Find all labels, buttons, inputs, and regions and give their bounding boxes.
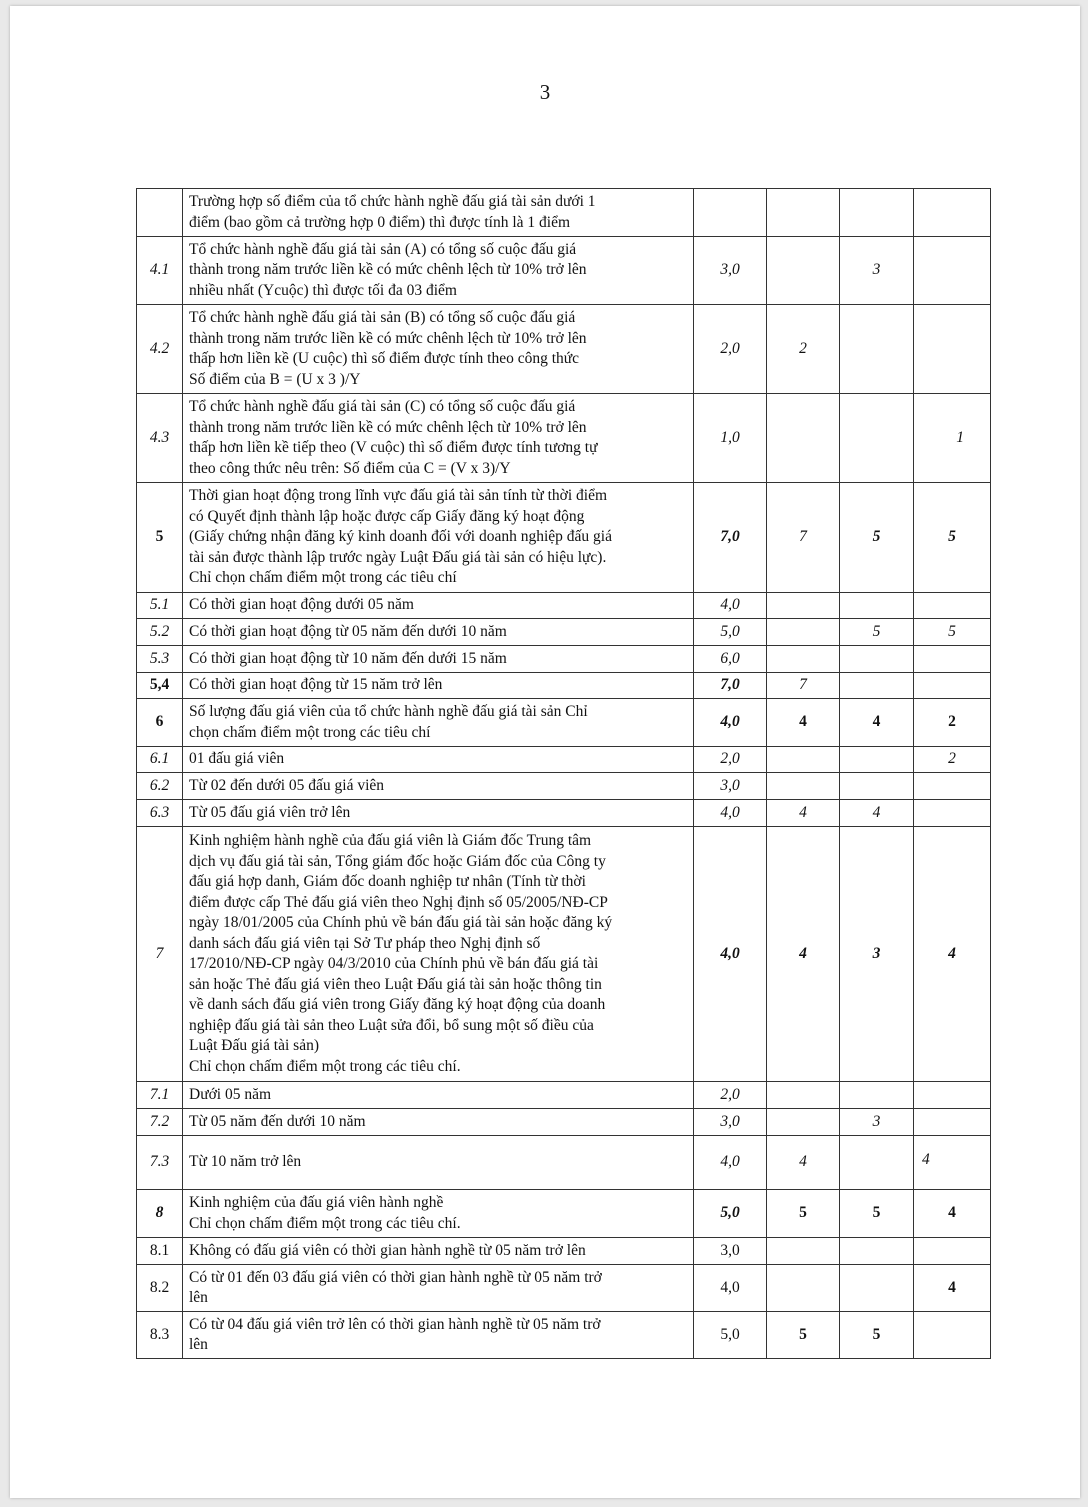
- score-1: [767, 1109, 840, 1136]
- score-3: [914, 673, 991, 699]
- max-score: 2,0: [694, 1082, 767, 1109]
- max-score: 4,0: [694, 1136, 767, 1190]
- table-row: [137, 619, 991, 646]
- criterion-description: [183, 483, 694, 593]
- criterion-description: [183, 394, 694, 483]
- max-score: 7,0: [694, 483, 767, 593]
- row-number: [137, 189, 183, 237]
- max-score: 5,0: [694, 1312, 767, 1359]
- criterion-line: Luật Đấu giá tài sản): [189, 1037, 319, 1054]
- criterion-description: [183, 1082, 694, 1109]
- score-3: 2: [914, 699, 991, 747]
- criterion-line: lên: [189, 1289, 208, 1306]
- max-score: 5,0: [694, 619, 767, 646]
- score-1: [767, 189, 840, 237]
- criterion-line: Dưới 05 năm: [189, 1085, 272, 1103]
- score-2: [840, 1238, 914, 1265]
- max-score: [694, 189, 767, 237]
- criterion-line: Thời gian hoạt động trong lĩnh vực đấu giá tài sản tính từ thời điểm: [189, 487, 608, 505]
- score-3: [914, 773, 991, 800]
- criterion-line: nhiều nhất (Ycuộc) thì được tối đa 03 điểm: [189, 281, 457, 299]
- score-2: [840, 394, 914, 483]
- criterion-line: thành trong năm trước liền kề có mức chênh lệch từ 10% trở lên: [189, 418, 587, 436]
- max-score: 4,0: [694, 699, 767, 747]
- row-number: 5.3: [137, 646, 183, 673]
- score-3: 2: [914, 747, 991, 773]
- score-3: [914, 593, 991, 619]
- max-score: 4,0: [694, 800, 767, 827]
- row-number: 5.1: [137, 593, 183, 619]
- criterion-line: danh sách đấu giá viên tại Sở Tư pháp theo Nghị định số: [189, 934, 541, 952]
- criterion-line: sản hoặc Thẻ đấu giá viên theo Luật Đấu giá tài sản hoặc thông tin: [189, 975, 602, 993]
- table-row: [137, 1190, 991, 1238]
- score-1: [767, 394, 840, 483]
- criterion-line: Có thời gian hoạt động từ 10 năm đến dưới 15 năm: [189, 649, 507, 667]
- score-3: 4: [914, 1265, 991, 1312]
- table-row: [137, 1265, 991, 1312]
- table-row: [137, 483, 991, 593]
- score-2: 5: [840, 483, 914, 593]
- criterion-line: 01 đấu giá viên: [189, 750, 285, 768]
- score-1: 5: [767, 1190, 840, 1238]
- max-score: 2,0: [694, 747, 767, 773]
- score-2: 5: [840, 619, 914, 646]
- criterion-line: Có thời gian hoạt động từ 05 năm đến dưới 10 năm: [189, 622, 507, 640]
- score-2: [840, 593, 914, 619]
- score-2: [840, 1265, 914, 1312]
- row-number: 8.2: [137, 1265, 183, 1312]
- scoring-table: [136, 188, 991, 1359]
- criterion-line: dịch vụ đấu giá tài sản, Tổng giám đốc hoặc Giám đốc của Công ty: [189, 852, 606, 870]
- score-3: 4: [914, 827, 991, 1082]
- score-3: [914, 1109, 991, 1136]
- criterion-line: thành trong năm trước liền kề có mức chênh lệch từ 10% trở lên: [189, 261, 587, 279]
- max-score: 3,0: [694, 1109, 767, 1136]
- criterion-description: [183, 1265, 694, 1312]
- criterion-description: [183, 699, 694, 747]
- criterion-line: Chỉ chọn chấm điểm một trong các tiêu chí.: [189, 1214, 461, 1232]
- row-number: 8.3: [137, 1312, 183, 1359]
- max-score: 1,0: [694, 394, 767, 483]
- criterion-description: [183, 1312, 694, 1359]
- criterion-line: Từ 10 năm trở lên: [189, 1153, 302, 1171]
- score-3: [914, 1312, 991, 1359]
- criterion-description: [183, 773, 694, 800]
- row-number: 6.3: [137, 800, 183, 827]
- score-1: [767, 619, 840, 646]
- score-1: [767, 773, 840, 800]
- score-3: [914, 189, 991, 237]
- score-2: 3: [840, 827, 914, 1082]
- max-score: 6,0: [694, 646, 767, 673]
- criterion-line: Từ 02 đến dưới 05 đấu giá viên: [189, 776, 385, 794]
- table-row: [137, 593, 991, 619]
- row-number: 4.1: [137, 237, 183, 305]
- max-score: 4,0: [694, 827, 767, 1082]
- score-2: [840, 747, 914, 773]
- table-row: [137, 1136, 991, 1190]
- max-score: 3,0: [694, 1238, 767, 1265]
- max-score: 7,0: [694, 673, 767, 699]
- criterion-line: Tổ chức hành nghề đấu giá tài sản (B) có tổng số cuộc đấu giá: [189, 309, 576, 326]
- max-score: 3,0: [694, 237, 767, 305]
- table-row: [137, 673, 991, 699]
- score-2: 5: [840, 1190, 914, 1238]
- row-number: 8.1: [137, 1238, 183, 1265]
- table-row: [137, 1109, 991, 1136]
- page-number: 3: [539, 80, 551, 104]
- score-1: 7: [767, 483, 840, 593]
- score-3: 1: [914, 394, 991, 483]
- criterion-line: chọn chấm điểm một trong các tiêu chí: [189, 723, 431, 741]
- score-3: [914, 800, 991, 827]
- max-score: 5,0: [694, 1190, 767, 1238]
- max-score: 4,0: [694, 593, 767, 619]
- score-2: [840, 773, 914, 800]
- score-1: 4: [767, 800, 840, 827]
- score-3: [914, 1082, 991, 1109]
- criterion-description: [183, 747, 694, 773]
- table-row: [137, 1238, 991, 1265]
- row-number: 5: [137, 483, 183, 593]
- table-row: [137, 800, 991, 827]
- criterion-line: Có thời gian hoạt động dưới 05 năm: [189, 596, 414, 614]
- score-1: [767, 646, 840, 673]
- score-1: 4: [767, 827, 840, 1082]
- score-1: [767, 1082, 840, 1109]
- score-1: [767, 1238, 840, 1265]
- table-row: [137, 1312, 991, 1359]
- criterion-description: [183, 1238, 694, 1265]
- score-1: [767, 747, 840, 773]
- score-1: [767, 1265, 840, 1312]
- score-1: 4: [767, 699, 840, 747]
- criterion-line: 17/2010/NĐ-CP ngày 04/3/2010 của Chính phủ về bán đấu giá tài: [189, 955, 599, 972]
- criterion-description: [183, 305, 694, 394]
- criterion-line: Từ 05 năm đến dưới 10 năm: [189, 1112, 366, 1130]
- score-2: [840, 305, 914, 394]
- criterion-description: [183, 673, 694, 699]
- score-3: [914, 305, 991, 394]
- row-number: 7.2: [137, 1109, 183, 1136]
- score-2: [840, 189, 914, 237]
- score-2: 4: [840, 699, 914, 747]
- score-1: 4: [767, 1136, 840, 1190]
- score-3: [914, 237, 991, 305]
- max-score: 2,0: [694, 305, 767, 394]
- table-row: [137, 699, 991, 747]
- row-number: 7.3: [137, 1136, 183, 1190]
- row-number: 7: [137, 827, 183, 1082]
- row-number: 6: [137, 699, 183, 747]
- table-row: [137, 305, 991, 394]
- criterion-line: Kinh nghiệm hành nghề của đấu giá viên là Giám đốc Trung tâm: [189, 832, 592, 849]
- criterion-description: [183, 1190, 694, 1238]
- table-row: [137, 189, 991, 237]
- row-number: 4.2: [137, 305, 183, 394]
- criterion-line: Có từ 04 đấu giá viên trở lên có thời gian hành nghề từ 05 năm trở: [189, 1315, 601, 1333]
- criterion-line: về danh sách đấu giá viên trong Giấy đăng ký hoạt động của doanh: [189, 996, 606, 1013]
- score-2: 4: [840, 800, 914, 827]
- criterion-line: thấp hơn liền kề (U cuộc) thì số điểm được tính theo công thức: [189, 350, 580, 367]
- table-row: [137, 827, 991, 1082]
- criterion-line: lên: [189, 1336, 208, 1353]
- score-2: [840, 1082, 914, 1109]
- table-row: [137, 747, 991, 773]
- score-2: 3: [840, 237, 914, 305]
- score-1: 7: [767, 673, 840, 699]
- criterion-line: Tổ chức hành nghề đấu giá tài sản (C) có tổng số cuộc đấu giá: [189, 398, 576, 415]
- table-row: [137, 394, 991, 483]
- criterion-line: Chỉ chọn chấm điểm một trong các tiêu chí: [189, 569, 457, 587]
- criterion-line: Từ 05 đấu giá viên trở lên: [189, 803, 351, 821]
- criterion-line: theo công thức nêu trên: Số điểm của C = (V x 3)/Y: [189, 459, 511, 477]
- score-1: [767, 237, 840, 305]
- criterion-description: [183, 189, 694, 237]
- criterion-line: Trường hợp số điểm của tổ chức hành nghề đấu giá tài sản dưới 1: [189, 193, 596, 210]
- row-number: 6.2: [137, 773, 183, 800]
- row-number: 5.2: [137, 619, 183, 646]
- criterion-line: điểm được cấp Thẻ đấu giá viên theo Nghị định số 05/2005/NĐ-CP: [189, 893, 608, 911]
- max-score: 3,0: [694, 773, 767, 800]
- row-number: 4.3: [137, 394, 183, 483]
- score-3: 4: [914, 1190, 991, 1238]
- row-number: 6.1: [137, 747, 183, 773]
- criterion-description: [183, 593, 694, 619]
- criterion-line: thành trong năm trước liền kề có mức chênh lệch từ 10% trở lên: [189, 329, 587, 347]
- criterion-line: (Giấy chứng nhận đăng ký kinh doanh đối với doanh nghiệp đấu giá: [189, 528, 612, 546]
- table-row: [137, 646, 991, 673]
- criterion-line: Có thời gian hoạt động từ 15 năm trở lên: [189, 676, 443, 694]
- score-1: [767, 593, 840, 619]
- table-row: [137, 237, 991, 305]
- criterion-line: Không có đấu giá viên có thời gian hành nghề từ 05 năm trở lên: [189, 1241, 586, 1259]
- row-number: 8: [137, 1190, 183, 1238]
- criterion-line: Số điểm của B = (U x 3 )/Y: [189, 370, 361, 388]
- table-row: [137, 773, 991, 800]
- row-number: 7.1: [137, 1082, 183, 1109]
- criterion-line: ngày 18/01/2005 của Chính phủ về bán đấu giá tài sản hoặc đăng ký: [189, 914, 613, 931]
- criterion-description: [183, 619, 694, 646]
- table-row: [137, 1082, 991, 1109]
- criterion-line: Chỉ chọn chấm điểm một trong các tiêu chí.: [189, 1057, 461, 1075]
- criterion-line: Có từ 01 đến 03 đấu giá viên có thời gian hành nghề từ 05 năm trở: [189, 1268, 602, 1286]
- score-2: 5: [840, 1312, 914, 1359]
- criterion-description: [183, 1136, 694, 1190]
- criterion-line: đấu giá hợp danh, Giám đốc doanh nghiệp tư nhân (Tính từ thời: [189, 873, 586, 890]
- criterion-line: tài sản được thành lập trước ngày Luật Đấu giá tài sản có hiệu lực).: [189, 548, 607, 566]
- criterion-description: [183, 800, 694, 827]
- score-2: 3: [840, 1109, 914, 1136]
- score-3: 5: [914, 619, 991, 646]
- score-2: [840, 646, 914, 673]
- criterion-description: [183, 827, 694, 1082]
- row-number: 5,4: [137, 673, 183, 699]
- score-1: 2: [767, 305, 840, 394]
- score-3: 5: [914, 483, 991, 593]
- criterion-description: [183, 1109, 694, 1136]
- criterion-line: Kinh nghiệm của đấu giá viên hành nghề: [189, 1194, 444, 1211]
- criterion-line: nghiệp đấu giá tài sản theo Luật sửa đổi, bổ sung một số điều của: [189, 1016, 594, 1034]
- score-1: 5: [767, 1312, 840, 1359]
- score-3: [914, 1238, 991, 1265]
- criterion-description: [183, 237, 694, 305]
- document-page: [10, 6, 1080, 1498]
- max-score: 4,0: [694, 1265, 767, 1312]
- score-2: [840, 1136, 914, 1190]
- score-3: [914, 646, 991, 673]
- criterion-line: Tổ chức hành nghề đấu giá tài sản (A) có tổng số cuộc đấu giá: [189, 240, 577, 258]
- criterion-description: [183, 646, 694, 673]
- criterion-line: có Quyết định thành lập hoặc được cấp Giấy đăng ký hoạt động: [189, 507, 585, 525]
- criterion-line: điểm (bao gồm cả trường hợp 0 điểm) thì được tính là 1 điểm: [189, 213, 571, 231]
- score-2: [840, 673, 914, 699]
- criterion-line: Số lượng đấu giá viên của tổ chức hành nghề đấu giá tài sản Chỉ: [189, 703, 588, 720]
- criterion-line: thấp hơn liền kề tiếp theo (V cuộc) thì số điểm được tính tương tự: [189, 439, 598, 456]
- score-3: 4: [914, 1136, 991, 1190]
